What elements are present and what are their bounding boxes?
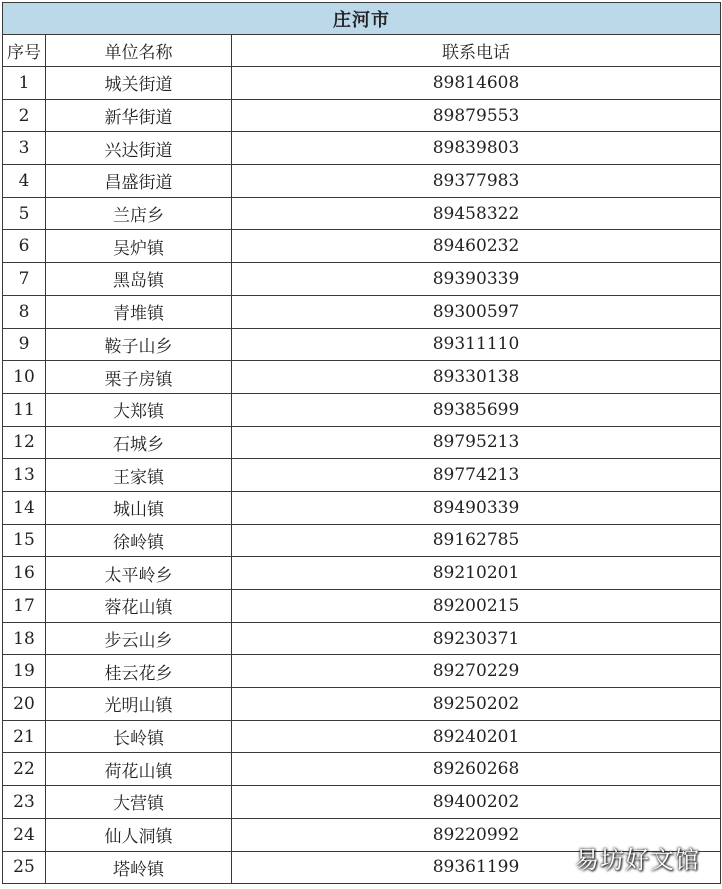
phone-number: 89311110	[232, 328, 721, 361]
row-number: 24	[3, 818, 46, 851]
phone-number: 89361199	[232, 851, 721, 884]
table-row	[3, 459, 721, 492]
unit-name: 城关街道	[46, 67, 232, 100]
row-number: 10	[3, 361, 46, 394]
phone-number: 89774213	[232, 459, 721, 492]
unit-name: 仙人洞镇	[46, 818, 232, 851]
unit-name: 王家镇	[46, 459, 232, 492]
row-number: 17	[3, 590, 46, 623]
phone-number: 89230371	[232, 622, 721, 655]
unit-name: 光明山镇	[46, 688, 232, 721]
phone-number: 89814608	[232, 67, 721, 100]
unit-name: 徐岭镇	[46, 524, 232, 557]
row-number: 5	[3, 197, 46, 230]
row-number: 1	[3, 67, 46, 100]
phone-number: 89162785	[232, 524, 721, 557]
table-row	[3, 99, 721, 132]
unit-name: 栗子房镇	[46, 361, 232, 394]
phone-number: 89300597	[232, 295, 721, 328]
phone-number: 89839803	[232, 132, 721, 165]
unit-name: 兰店乡	[46, 197, 232, 230]
phone-number: 89879553	[232, 99, 721, 132]
table-row	[3, 67, 721, 100]
row-number: 21	[3, 720, 46, 753]
phone-number: 89270229	[232, 655, 721, 688]
unit-name: 荷花山镇	[46, 753, 232, 786]
row-number: 12	[3, 426, 46, 459]
phone-number: 89460232	[232, 230, 721, 263]
phone-number: 89490339	[232, 491, 721, 524]
table-row	[3, 393, 721, 426]
table-row	[3, 295, 721, 328]
table-row	[3, 753, 721, 786]
row-number: 22	[3, 753, 46, 786]
table-row	[3, 165, 721, 198]
phone-number: 89377983	[232, 165, 721, 198]
unit-name: 大营镇	[46, 786, 232, 819]
unit-name: 鞍子山乡	[46, 328, 232, 361]
table-row	[3, 590, 721, 623]
row-number: 8	[3, 295, 46, 328]
title-row	[3, 3, 721, 35]
table-row	[3, 557, 721, 590]
table-row	[3, 263, 721, 296]
header-phone: 联系电话	[232, 35, 721, 67]
header-unit: 单位名称	[46, 35, 232, 67]
table-row	[3, 230, 721, 263]
unit-name: 塔岭镇	[46, 851, 232, 884]
unit-name: 长岭镇	[46, 720, 232, 753]
phone-number: 89250202	[232, 688, 721, 721]
unit-name: 太平岭乡	[46, 557, 232, 590]
unit-name: 昌盛街道	[46, 165, 232, 198]
row-number: 4	[3, 165, 46, 198]
table-row	[3, 491, 721, 524]
phone-number: 89200215	[232, 590, 721, 623]
unit-name: 吴炉镇	[46, 230, 232, 263]
row-number: 23	[3, 786, 46, 819]
phone-number: 89330138	[232, 361, 721, 394]
phone-number: 89220992	[232, 818, 721, 851]
row-number: 6	[3, 230, 46, 263]
unit-name: 兴达街道	[46, 132, 232, 165]
row-number: 20	[3, 688, 46, 721]
phone-number: 89240201	[232, 720, 721, 753]
row-number: 14	[3, 491, 46, 524]
table-row	[3, 524, 721, 557]
unit-name: 青堆镇	[46, 295, 232, 328]
table-row	[3, 132, 721, 165]
header-no: 序号	[3, 35, 46, 67]
phone-number: 89795213	[232, 426, 721, 459]
row-number: 19	[3, 655, 46, 688]
row-number: 7	[3, 263, 46, 296]
unit-name: 石城乡	[46, 426, 232, 459]
contact-table	[2, 2, 721, 884]
header-row	[3, 35, 721, 67]
row-number: 2	[3, 99, 46, 132]
row-number: 25	[3, 851, 46, 884]
phone-number: 89390339	[232, 263, 721, 296]
phone-number: 89260268	[232, 753, 721, 786]
table-row	[3, 622, 721, 655]
table-title: 庄河市	[3, 3, 721, 35]
row-number: 3	[3, 132, 46, 165]
unit-name: 城山镇	[46, 491, 232, 524]
phone-number: 89210201	[232, 557, 721, 590]
table-row	[3, 786, 721, 819]
row-number: 18	[3, 622, 46, 655]
phone-number: 89400202	[232, 786, 721, 819]
table-row	[3, 197, 721, 230]
phone-number: 89385699	[232, 393, 721, 426]
table-row	[3, 688, 721, 721]
table-row	[3, 328, 721, 361]
unit-name: 步云山乡	[46, 622, 232, 655]
row-number: 9	[3, 328, 46, 361]
unit-name: 黑岛镇	[46, 263, 232, 296]
table-row	[3, 720, 721, 753]
row-number: 11	[3, 393, 46, 426]
row-number: 16	[3, 557, 46, 590]
table-row	[3, 655, 721, 688]
watermark: 易坊好文馆	[575, 846, 700, 874]
unit-name: 桂云花乡	[46, 655, 232, 688]
unit-name: 大郑镇	[46, 393, 232, 426]
row-number: 15	[3, 524, 46, 557]
table-row	[3, 361, 721, 394]
unit-name: 新华街道	[46, 99, 232, 132]
phone-number: 89458322	[232, 197, 721, 230]
table-row	[3, 426, 721, 459]
row-number: 13	[3, 459, 46, 492]
unit-name: 蓉花山镇	[46, 590, 232, 623]
